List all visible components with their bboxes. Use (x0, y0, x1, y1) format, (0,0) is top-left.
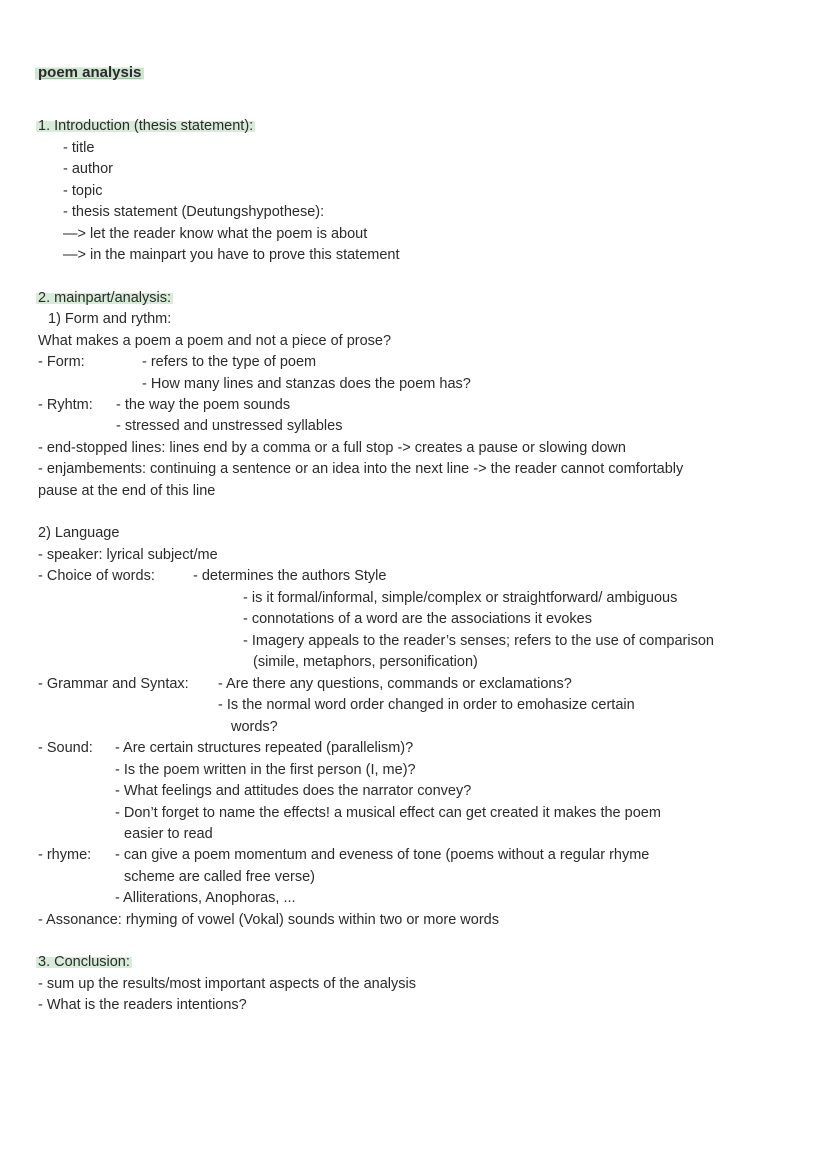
subsection-heading-language: 2) Language (38, 525, 120, 541)
assonance-text: - Assonance: rhyming of vowel (Vokal) sounds within two or more words (38, 912, 499, 928)
list-item: - Are there any questions, commands or exclamations? (218, 676, 572, 692)
arrow-item: —> in the mainpart you have to prove this statement (63, 247, 400, 263)
list-item: - topic (63, 183, 103, 199)
document-title: poem analysis (38, 62, 144, 84)
enjambements-text-cont: pause at the end of this line (38, 483, 216, 499)
list-item: - refers to the type of poem (142, 354, 317, 370)
arrow-item: —> let the reader know what the poem is about (63, 226, 368, 242)
subsection-heading-form: 1) Form and rythm: (48, 311, 172, 327)
list-item: - connotations of a word are the associations it evokes (243, 611, 592, 627)
list-item: - stressed and unstressed syllables (116, 418, 343, 434)
list-item: - can give a poem momentum and eveness of tone (poems without a regular rhyme (115, 847, 650, 863)
list-item: - Is the poem written in the first person (I, me)? (115, 762, 416, 778)
rhythm-label: - Ryhtm: (38, 397, 93, 413)
list-item: - title (63, 140, 95, 156)
list-item: - sum up the results/most important aspects of the analysis (38, 976, 416, 992)
list-item: - Imagery appeals to the reader’s senses; refers to the use of comparison (243, 633, 714, 649)
form-label: - Form: (38, 354, 85, 370)
list-item: - What feelings and attitudes does the narrator convey? (115, 783, 472, 799)
list-item: - Alliterations, Anophoras, ... (115, 890, 296, 906)
section-heading-conclusion: 3. Conclusion: (38, 954, 130, 970)
list-item-cont: (simile, metaphors, personification) (253, 654, 478, 670)
rhyme-label: - rhyme: (38, 847, 92, 863)
grammar-label: - Grammar and Syntax: (38, 676, 189, 692)
enjambements-text: - enjambements: continuing a sentence or an idea into the next line -> the reader cannot comfortably (38, 461, 684, 477)
list-item: - author (63, 161, 113, 177)
end-stopped-text: - end-stopped lines: lines end by a comma or a full stop -> creates a pause or slowing down (38, 440, 626, 456)
sound-label: - Sound: (38, 740, 93, 756)
list-item: - What is the readers intentions? (38, 997, 247, 1013)
list-item-cont: words? (231, 719, 278, 735)
list-item: - is it formal/informal, simple/complex or straightforward/ ambiguous (243, 590, 678, 606)
list-item: - determines the authors Style (193, 568, 387, 584)
list-item: - the way the poem sounds (116, 397, 291, 413)
list-item-cont: easier to read (124, 826, 213, 842)
section-heading-mainpart: 2. mainpart/analysis: (38, 290, 171, 306)
list-item: - Are certain structures repeated (parallelism)? (115, 740, 414, 756)
section-heading-introduction: 1. Introduction (thesis statement): (38, 118, 254, 134)
question-text: What makes a poem a poem and not a piece of prose? (38, 333, 392, 349)
list-item: - Is the normal word order changed in order to emohasize certain (218, 697, 635, 713)
list-item: - thesis statement (Deutungshypothese): (63, 204, 325, 220)
speaker-text: - speaker: lyrical subject/me (38, 547, 218, 563)
list-item: - How many lines and stanzas does the poem has? (142, 376, 471, 392)
choice-label: - Choice of words: (38, 568, 155, 584)
list-item: - Don’t forget to name the effects! a musical effect can get created it makes the poem (115, 805, 661, 821)
list-item-cont: scheme are called free verse) (124, 869, 315, 885)
